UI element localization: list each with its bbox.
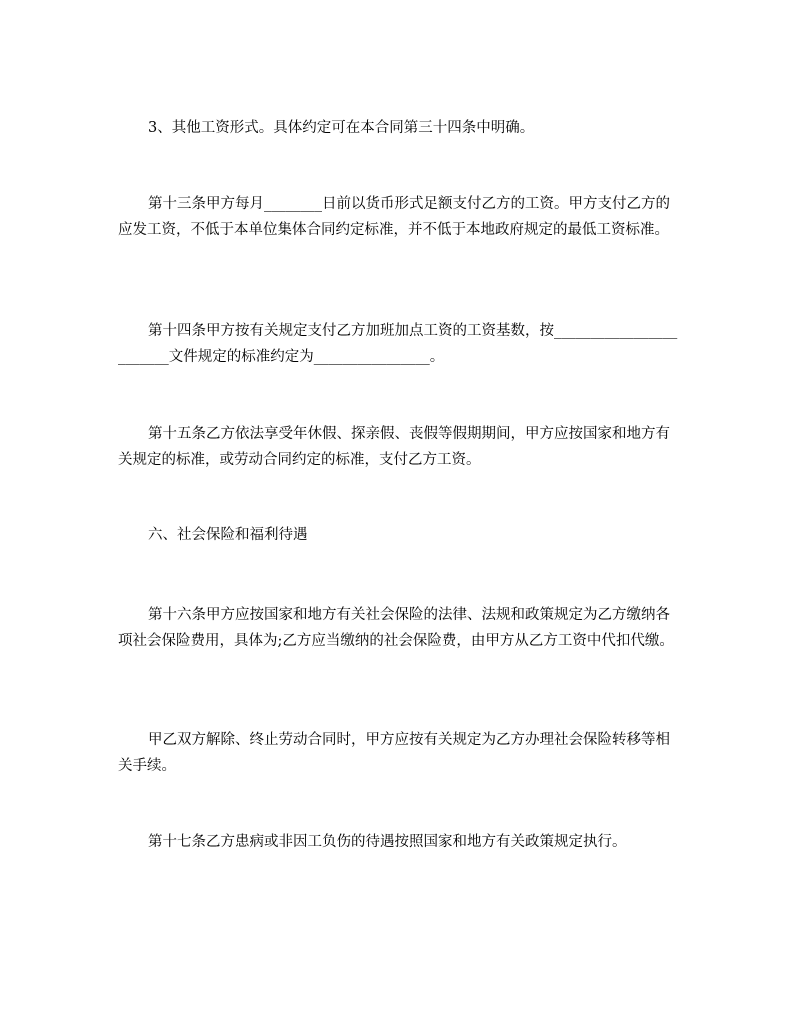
paragraph-contract-termination: 甲乙双方解除、终止劳动合同时，甲方应按有关规定为乙方办理社会保险转移等相关手续。: [118, 732, 670, 774]
paragraph-article-16: 第十六条甲方应按国家和地方有关社会保险的法律、法规和政策规定为乙方缴纳各项社会保险费用，具体为;乙方应当缴纳的社会保险费，由甲方从乙方工资中代扣代缴。: [118, 607, 674, 649]
paragraph-article-17: 第十七条乙方患病或非因工负伤的待遇按照国家和地方有关政策规定执行。: [148, 834, 627, 850]
section-heading-social-insurance: 六、社会保险和福利待遇: [148, 527, 308, 543]
paragraph-other-wage-forms: 3、其他工资形式。具体约定可在本合同第三十四条中明确。: [148, 120, 535, 136]
paragraph-article-15: 第十五条乙方依法享受年休假、探亲假、丧假等假期期间，甲方应按国家和地方有关规定的标准，或劳动合同约定的标准，支付乙方工资。: [118, 426, 670, 468]
paragraph-article-14: 第十四条甲方按有关规定支付乙方加班加点工资的工资基数，按________________________文件规定的标准约定为________________。: [118, 323, 678, 365]
paragraph-article-13: 第十三条甲方每月________日前以货币形式足额支付乙方的工资。甲方支付乙方的应发工资，不低于本单位集体合同约定标准，并不低于本地政府规定的最低工资标准。: [118, 196, 670, 238]
